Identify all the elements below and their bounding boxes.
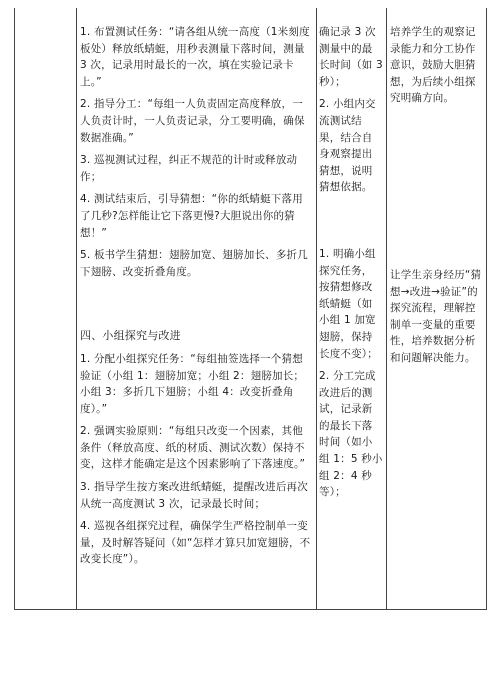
table-border-col3 <box>386 8 387 610</box>
student-activity-cell <box>319 24 383 608</box>
table-border-col2 <box>316 8 317 610</box>
step-experiment-principle: 2. 强调实验原则：“每组只改变一个因素，其他条件（释放高度、纸的材质、测试次数）保持不变，这样才能确定是这个因素影响了下落速度。” <box>80 425 306 471</box>
design-intent-cell <box>390 24 483 608</box>
step-assign-test: 1. 布置测试任务：“请各组从统一高度（1米刻度板处）释放纸蜻蜓，用秒表测量下落时间，测量 3 次，记录用时最长的一次，填在实验记录卡上。” <box>80 26 310 88</box>
table-border-bottom <box>14 609 486 610</box>
table-border-right <box>486 8 487 610</box>
step-guide-division: 2. 指导分工：“每组一人负责固定高度释放，一人负责计时，一人负责记录，分工要明确，确保数据准确。” <box>80 98 305 144</box>
student-share-guess: 2. 小组内交流测试结果，结合自身观察提出猜想，说明猜想依据。 <box>319 98 376 194</box>
step-guide-improve: 3. 指导学生按方案改进纸蜻蜓，提醒改进后再次从统一高度测试 3 次，记录最长时间； <box>80 481 308 510</box>
intent-explore-process: 让学生亲身经历“猜想→改进→验证”的探究流程，理解控制单一变量的重要性，培养数据分析和问题解决能力。 <box>390 268 482 364</box>
student-test-improve: 2. 分工完成改进后的测试，记录新的最长下落时间（如小组 1：5 秒小组 2：4 秒等）； <box>319 370 383 499</box>
step-patrol-test: 3. 巡视测试过程，纠正不规范的计时或释放动作； <box>80 154 298 183</box>
intent-observe-record: 培养学生的观察记录能力和分工协作意识，鼓励大胆猜想，为后续小组探究明确方向。 <box>390 26 476 105</box>
table-border-left <box>14 8 15 610</box>
step-board-guess: 5. 板书学生猜想：翅膀加宽、翅膀加长、多折几下翅膀、改变折叠角度。 <box>80 249 308 278</box>
teacher-activity-cell <box>80 24 312 608</box>
student-clarify-task: 1. 明确小组探究任务，按猜想修改纸蜻蜓（如小组 1 加宽翅膀，保持长度不变）； <box>319 247 378 360</box>
student-record: 确记录 3 次测量中的最长时间（如 3 秒）； <box>319 26 383 88</box>
step-patrol-explore: 4. 巡视各组探究过程，确保学生严格控制单一变量，及时解答疑问（如“怎样才算只加宽翅膀，不改变长度”）。 <box>80 520 311 566</box>
step-guide-guess: 4. 测试结束后，引导猜想：“你的纸蜻蜓下落用了几秒?怎样能让它下落更慢?大胆说出你的猜想！” <box>80 193 303 239</box>
table-border-col1 <box>76 8 77 610</box>
step-assign-group-task: 1. 分配小组探究任务：“每组抽签选择一个猜想验证（小组 1：翅膀加宽；小组 2：翅膀加长；小组 3：多折几下翅膀；小组 4：改变折叠角度）。” <box>80 352 305 415</box>
section-heading: 四、小组探究与改进 <box>80 329 181 343</box>
